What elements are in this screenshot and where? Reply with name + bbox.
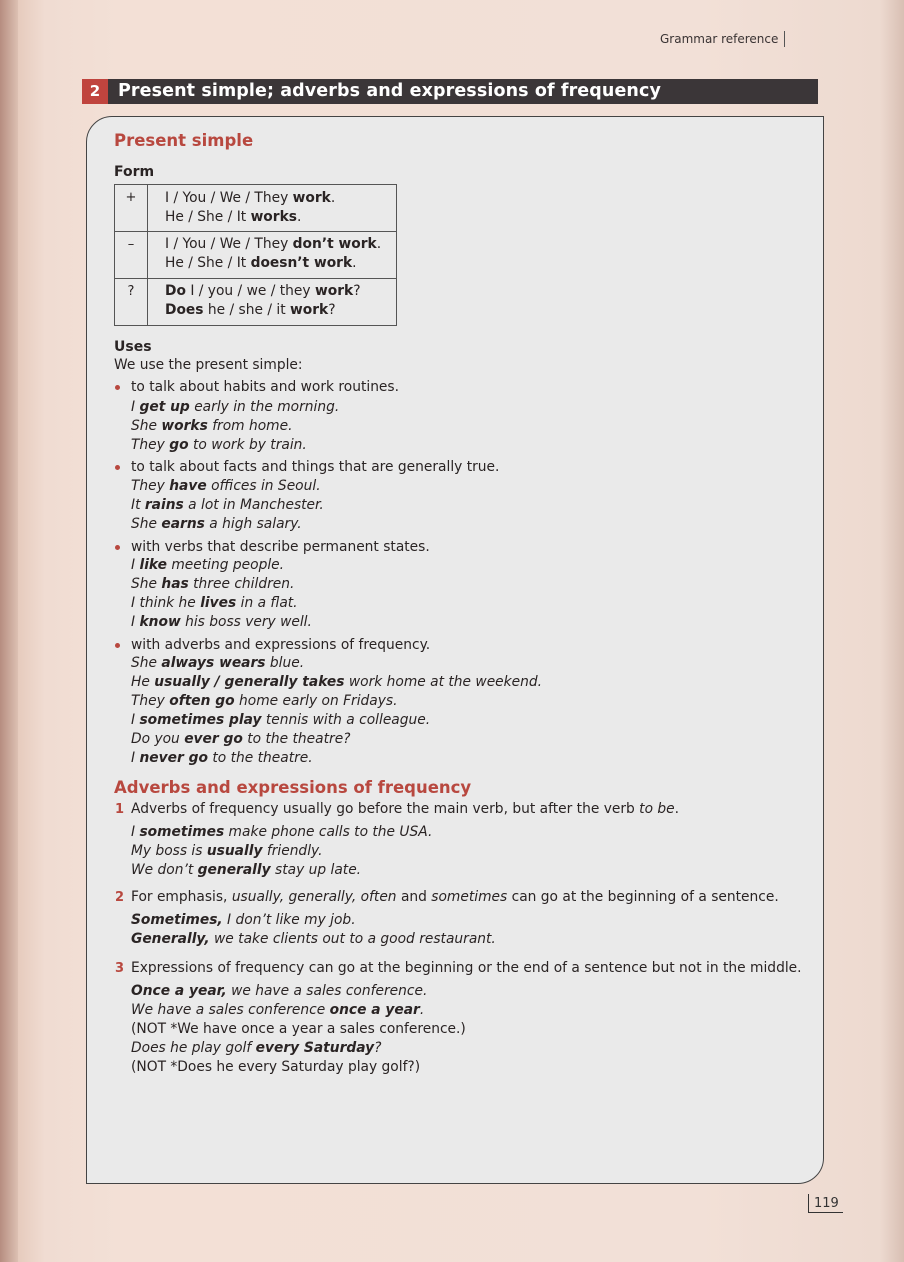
adverbs-heading: Adverbs and expressions of frequency (114, 778, 472, 797)
form-table (114, 184, 397, 326)
table-symbol: ? (127, 284, 135, 299)
bullet-icon (115, 385, 120, 390)
table-symbol: + (125, 190, 137, 205)
point-text: Adverbs of frequency usually go before the main verb, but after the verb to be. (131, 801, 680, 817)
running-head: Grammar reference (660, 31, 785, 47)
table-symbol: – (127, 237, 135, 252)
use-text: with verbs that describe permanent states. (131, 539, 430, 555)
example-line: She always wears blue. (131, 655, 305, 671)
section-number: 2 (82, 79, 108, 104)
table-line: Does he / she / it work? (165, 302, 336, 318)
table-row (115, 232, 396, 279)
example-line: I sometimes play tennis with a colleague. (131, 712, 431, 728)
example-line: They go to work by train. (131, 437, 307, 453)
bullet-icon (115, 545, 120, 550)
uses-intro: We use the present simple: (114, 357, 303, 373)
example-line: Once a year, we have a sales conference. (131, 983, 428, 999)
example-line: They often go home early on Fridays. (131, 693, 398, 709)
table-line: I / You / We / They work. (165, 190, 336, 206)
table-line: He / She / It doesn’t work. (165, 255, 357, 271)
example-line: I never go to the theatre. (131, 750, 313, 766)
table-line: I / You / We / They don’t work. (165, 236, 382, 252)
example-line: I sometimes make phone calls to the USA. (131, 824, 433, 840)
example-line: He usually / generally takes work home at the weekend. (131, 674, 543, 690)
page-number: 119 (814, 1196, 839, 1211)
point-number: 2 (115, 890, 125, 905)
example-line: She has three children. (131, 576, 295, 592)
example-line: She earns a high salary. (131, 516, 302, 532)
note-line: (NOT *We have once a year a sales conference.) (131, 1021, 466, 1037)
example-line: Sometimes, I don’t like my job. (131, 912, 356, 928)
example-line: We don’t generally stay up late. (131, 862, 362, 878)
example-line: My boss is usually friendly. (131, 843, 323, 859)
example-line: I know his boss very well. (131, 614, 312, 630)
example-line: It rains a lot in Manchester. (131, 497, 324, 513)
point-text: For emphasis, usually, generally, often and sometimes can go at the beginning of a sentence. (131, 889, 779, 905)
example-line: I like meeting people. (131, 557, 285, 573)
use-text: with adverbs and expressions of frequency. (131, 637, 431, 653)
table-row (115, 279, 396, 325)
example-line: Does he play golf every Saturday? (131, 1040, 382, 1056)
example-line: We have a sales conference once a year. (131, 1002, 425, 1018)
bullet-icon (115, 643, 120, 648)
example-line: Do you ever go to the theatre? (131, 731, 351, 747)
example-line: She works from home. (131, 418, 293, 434)
bullet-icon (115, 465, 120, 470)
point-text: Expressions of frequency can go at the beginning or the end of a sentence but not in the middle. (131, 960, 802, 976)
example-line: They have offices in Seoul. (131, 478, 321, 494)
present-simple-heading: Present simple (114, 131, 254, 150)
table-line: Do I / you / we / they work? (165, 283, 361, 299)
use-text: to talk about facts and things that are generally true. (131, 459, 500, 475)
section-title: Present simple; adverbs and expressions of frequency (118, 81, 661, 101)
form-heading: Form (114, 164, 155, 180)
book-spine-shadow (0, 0, 18, 1262)
example-line: Generally, we take clients out to a good restaurant. (131, 931, 496, 947)
table-row (115, 185, 396, 232)
note-line: (NOT *Does he every Saturday play golf?) (131, 1059, 421, 1075)
example-line: I think he lives in a flat. (131, 595, 298, 611)
use-text: to talk about habits and work routines. (131, 379, 399, 395)
point-number: 3 (115, 961, 125, 976)
example-line: I get up early in the morning. (131, 399, 340, 415)
uses-heading: Uses (114, 339, 152, 355)
point-number: 1 (115, 802, 125, 817)
table-line: He / She / It works. (165, 209, 302, 225)
